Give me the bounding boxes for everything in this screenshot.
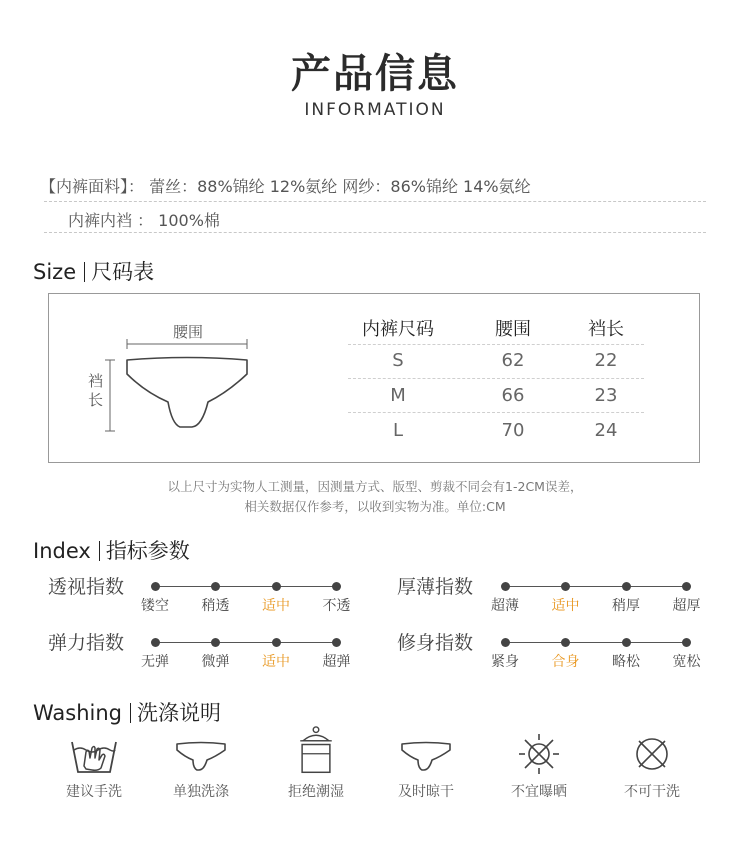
washing-label: 不可干洗	[624, 784, 680, 800]
index-dot	[682, 582, 691, 591]
index-tick-label: 无弹	[141, 654, 169, 670]
briefs-diagram-icon	[100, 336, 270, 436]
index-tick-label: 超弹	[322, 654, 351, 670]
index-dot	[272, 582, 281, 591]
index-tick-label: 稍透	[201, 598, 230, 614]
table-header: 腰围	[495, 319, 531, 340]
index-dot	[622, 638, 631, 647]
index-tick-label: 略松	[612, 654, 640, 670]
waist-label: 腰围	[173, 323, 204, 341]
size-section-title: Size 尺码表	[33, 260, 155, 284]
index-dot	[211, 638, 220, 647]
index-tick-label: 适中	[262, 654, 290, 670]
index-dot	[622, 582, 631, 591]
index-scale-line	[505, 642, 687, 643]
divider	[44, 232, 706, 233]
table-header: 裆长	[588, 319, 624, 340]
table-cell: M	[390, 385, 406, 406]
no-sun-icon	[509, 730, 569, 780]
no-dry-clean-icon	[622, 730, 682, 780]
hand-wash-icon	[64, 730, 124, 780]
table-header: 内裤尺码	[362, 319, 434, 340]
index-label: 透视指数	[48, 576, 125, 598]
page-subtitle: INFORMATION	[304, 100, 446, 120]
index-dot	[561, 638, 570, 647]
index-scale-line	[155, 642, 337, 643]
index-section-title: Index 指标参数	[33, 539, 190, 563]
briefs-icon	[171, 730, 231, 780]
table-cell: 70	[501, 420, 525, 441]
washing-label: 及时晾干	[398, 784, 454, 800]
index-tick-label: 适中	[551, 598, 580, 614]
table-cell: 23	[594, 385, 618, 406]
index-label: 厚薄指数	[397, 576, 474, 598]
washing-section-title: Washing 洗涤说明	[33, 701, 222, 725]
index-tick-label: 紧身	[491, 654, 519, 670]
table-cell: 22	[594, 350, 618, 371]
index-tick-label: 超薄	[491, 598, 519, 614]
table-divider	[348, 344, 644, 345]
index-tick-label: 合身	[551, 654, 580, 670]
index-label: 修身指数	[397, 632, 474, 654]
page-title: 产品信息	[291, 51, 459, 97]
table-divider	[348, 412, 644, 413]
index-scale-line	[155, 586, 337, 587]
index-scale-line	[505, 586, 687, 587]
washing-label: 建议手洗	[66, 784, 122, 800]
table-divider	[348, 378, 644, 379]
index-dot	[332, 582, 341, 591]
index-tick-label: 适中	[262, 598, 290, 614]
index-dot	[332, 638, 341, 647]
index-dot	[561, 582, 570, 591]
index-tick-label: 微弹	[201, 654, 230, 670]
index-dot	[272, 638, 281, 647]
briefs-icon	[396, 730, 456, 780]
size-note: 相关数据仅作参考，以收到实物为准。单位:CM	[244, 499, 506, 514]
table-cell: 62	[501, 350, 525, 371]
material-lining: 内裤内裆 ： 100%棉	[68, 211, 220, 230]
crotch-label: 裆长	[88, 372, 104, 409]
table-cell: L	[392, 420, 404, 441]
index-dot	[501, 582, 510, 591]
lidded-basket-icon	[286, 726, 346, 776]
divider	[44, 201, 706, 202]
index-dot	[501, 638, 510, 647]
table-cell: S	[392, 350, 404, 371]
index-dot	[682, 638, 691, 647]
washing-label: 单独洗涤	[173, 784, 229, 800]
index-tick-label: 镂空	[141, 598, 169, 614]
table-cell: 66	[501, 385, 525, 406]
index-dot	[151, 638, 160, 647]
table-cell: 24	[594, 420, 618, 441]
index-tick-label: 宽松	[672, 654, 701, 670]
index-tick-label: 稍厚	[612, 598, 640, 614]
index-tick-label: 超厚	[672, 598, 701, 614]
index-dot	[151, 582, 160, 591]
size-note: 以上尺寸为实物人工测量，因测量方式、版型、剪裁不同会有1-2CM误差，	[167, 479, 583, 494]
washing-label: 不宜曝晒	[511, 784, 567, 800]
index-dot	[211, 582, 220, 591]
material-fabric: 【内裤面料】： 蕾丝：88%锦纶 12%氨纶 网纱：86%锦纶 14%氨纶	[40, 177, 531, 196]
washing-label: 拒绝潮湿	[288, 784, 344, 800]
index-label: 弹力指数	[48, 632, 125, 654]
index-tick-label: 不透	[322, 598, 351, 614]
